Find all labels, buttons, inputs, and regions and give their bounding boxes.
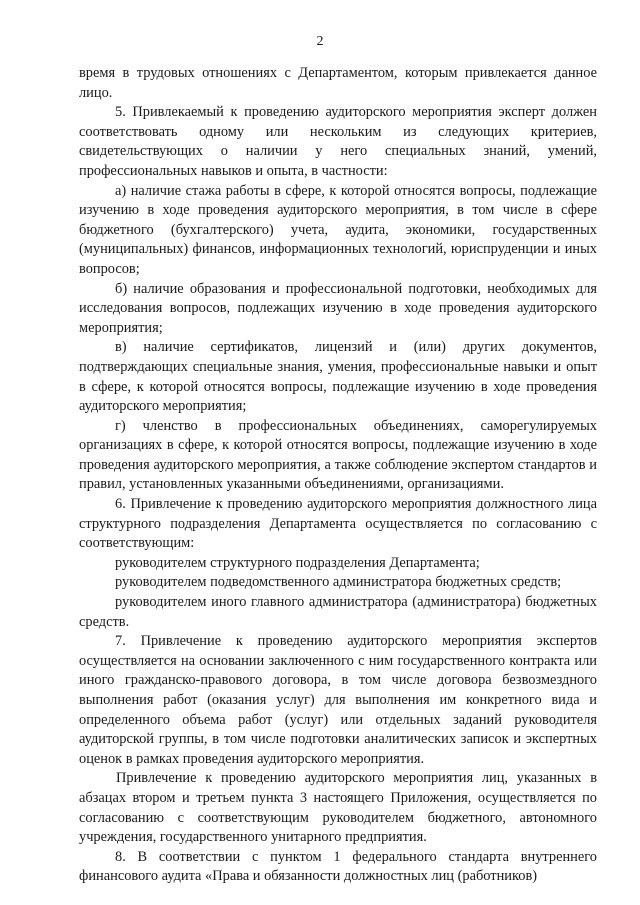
paragraph-item-6: 6. Привлечение к проведению аудиторского мероприятия должностного лица структурного подразделения Департамента осуществляется по согласованию с соответствующим: [79, 496, 597, 552]
paragraph-continuation: время в трудовых отношениях с Департаментом, которым привлекается данное лицо. [79, 65, 597, 101]
paragraph-criterion-a: а) наличие стажа работы в сфере, к которой относятся вопросы, подлежащие изучению в ходе проведения аудиторского мероприятия, в том числе в сфере бюджетного (бухгалтерского) учета, аудита, экономики, государственных (муниципальных) финансов, информационных технологий, юриспруденции и иных вопросов; [79, 182, 597, 277]
paragraph-criterion-b: б) наличие образования и профессиональной подготовки, необходимых для исследования вопросов, подлежащих изучению в ходе проведения аудиторского мероприятия; [79, 280, 597, 336]
paragraph-approval-2: руководителем подведомственного администратора бюджетных средств; [115, 574, 562, 591]
paragraph-approval-3: руководителем иного главного администратора (администратора) бюджетных средств. [79, 594, 597, 630]
paragraph-item-7: 7. Привлечение к проведению аудиторского мероприятия экспертов осуществляется на основании заключенного с ним государственного контракта или иного гражданско-правового договора, в том числе договора безвозмездного выполнения работ (оказания услуг) для выполнения им конкретного вида и определенного объема работ (услуг) или отдельных заданий руководителя аудиторской группы, в том числе подготовки аналитических записок и экспертных оценок в рамках проведения аудиторского мероприятия. [79, 633, 597, 767]
paragraph-item-8: 8. В соответствии с пунктом 1 федерального стандарта внутреннего финансового аудита «Права и обязанности должностных лиц (работников) [79, 848, 597, 885]
paragraph-item-5: 5. Привлекаемый к проведению аудиторского мероприятия эксперт должен соответствовать одному или нескольким из следующих критериев, свидетельствующих о наличии у него специальных знаний, умений, профессиональных навыков и опыта, в частности: [79, 104, 597, 179]
paragraph-item-7-continued: Привлечение к проведению аудиторского мероприятия лиц, указанных в абзацах втором и третьем пункта 3 настоящего Приложения, осуществляется по согласованию с соответствующим руководителем бюджетного, автономного учреждения, государственного унитарного предприятия. [79, 770, 597, 846]
document-body [79, 64, 597, 887]
paragraph-criterion-g: г) членство в профессиональных объединениях, саморегулируемых организациях в сфере, к которой относятся вопросы, подлежащие изучению в ходе проведения аудиторского мероприятия, а также соблюдение экспертом стандартов и правил, установленных указанными объединениями, организациями. [79, 417, 597, 493]
page-number: 2 [316, 34, 324, 49]
paragraph-approval-1: руководителем структурного подразделения Департамента; [115, 554, 480, 571]
paragraph-criterion-v: в) наличие сертификатов, лицензий и (или) других документов, подтверждающих специальные знания, умения, профессиональные навыки и опыт в сфере, к которой относятся вопросы, подлежащие изучению в ходе проведения аудиторского мероприятия; [79, 339, 597, 415]
